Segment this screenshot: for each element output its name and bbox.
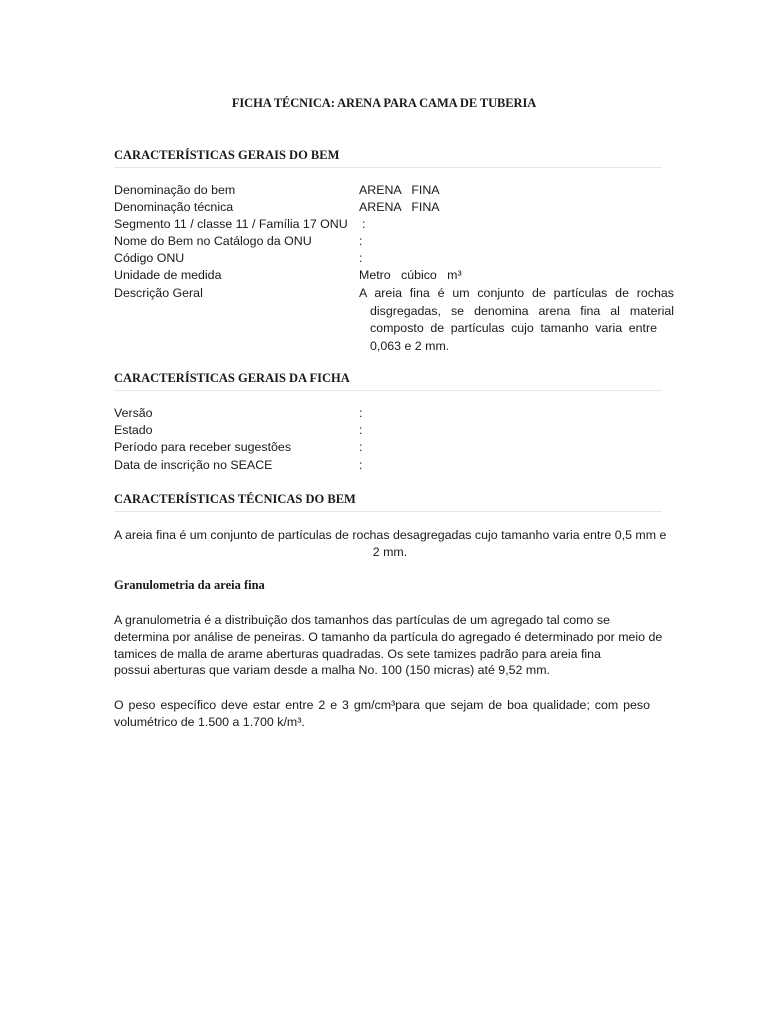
paragraph-line: volumétrico de 1.500 a 1.700 k/m³.: [114, 714, 305, 729]
paragraph-line: possui aberturas que variam desde a malha No. 100 (150 micras) até 9,52 mm.: [114, 663, 550, 678]
field-value: :: [359, 440, 363, 454]
field-label: Nome do Bem no Catálogo da ONU: [114, 234, 312, 248]
field-row-nome-catalogo: [114, 233, 674, 250]
section-heading-general-characteristics: CARACTERÍSTICAS GERAIS DO BEM: [114, 148, 662, 168]
field-row-unidade-medida: [114, 267, 674, 284]
field-label: Estado: [114, 423, 153, 437]
field-row-segmento: [114, 216, 674, 233]
technical-intro-paragraph: [114, 527, 666, 561]
field-row-estado: [114, 422, 674, 439]
paragraph-line: A granulometria é a distribuição dos tamanhos das partículas de um agregado tal como se: [114, 613, 610, 627]
description-line: disgregadas, se denomina arena fina al material: [370, 303, 674, 318]
specific-weight-paragraph: [114, 697, 650, 731]
field-label: Data de inscrição no SEACE: [114, 458, 273, 472]
section-heading-technical-characteristics: CARACTERÍSTICAS TÉCNICAS DO BEM: [114, 492, 662, 512]
subheading-granulometry: Granulometria da areia fina: [114, 578, 265, 592]
field-row-versao: [114, 405, 674, 422]
paragraph-line: A areia fina é um conjunto de partículas de rochas desagregadas cujo tamanho varia entre 0,5 mm e: [114, 528, 667, 542]
granulometry-paragraph: [114, 612, 666, 679]
paragraph-line: tamices de malla de arame aberturas quadradas. Os sete tamizes padrão para areia fina: [114, 646, 601, 661]
field-row-denominacao-tecnica: [114, 199, 674, 216]
field-value: ARENA FINA: [359, 183, 440, 197]
field-value: Metro cúbico m³: [359, 268, 462, 282]
field-label: Período para receber sugestões: [114, 440, 292, 454]
field-label: Unidade de medida: [114, 268, 222, 282]
field-row-data-inscricao: [114, 457, 674, 474]
description-line: A areia fina é um conjunto de partículas de rochas: [359, 286, 674, 300]
field-value: :: [359, 251, 363, 265]
description-line: 0,063 e 2 mm.: [370, 338, 450, 353]
field-value: :: [359, 406, 363, 420]
section-heading-sheet-characteristics: CARACTERÍSTICAS GERAIS DA FICHA: [114, 371, 662, 391]
field-value: :: [359, 423, 363, 437]
field-row-denominacao-bem: [114, 182, 674, 199]
field-value: :: [362, 217, 366, 231]
field-label: Denominação técnica: [114, 200, 234, 214]
field-label: Segmento 11 / classe 11 / Família 17 ONU: [114, 217, 348, 231]
field-label: Versão: [114, 406, 153, 420]
field-row-codigo-onu: [114, 250, 674, 267]
field-label: Denominação do bem: [114, 183, 236, 197]
paragraph-line: 2 mm.: [372, 544, 408, 559]
field-label: Código ONU: [114, 251, 185, 265]
description-text: [359, 285, 674, 355]
document-title: FICHA TÉCNICA: ARENA PARA CAMA DE TUBERIA: [231, 96, 537, 110]
field-label: Descrição Geral: [114, 286, 203, 300]
paragraph-line: O peso específico deve estar entre 2 e 3 gm/cm³para que sejam de boa qualidade; com peso: [114, 698, 650, 712]
field-value: :: [359, 234, 363, 248]
field-value: :: [359, 458, 363, 472]
paragraph-line: determina por análise de peneiras. O tamanho da partícula do agregado é determinado por meio de: [114, 629, 663, 644]
description-line: composto de partículas cujo tamanho varia entre: [370, 321, 657, 335]
field-row-periodo-sugestoes: [114, 439, 674, 456]
field-value: ARENA FINA: [359, 200, 440, 214]
